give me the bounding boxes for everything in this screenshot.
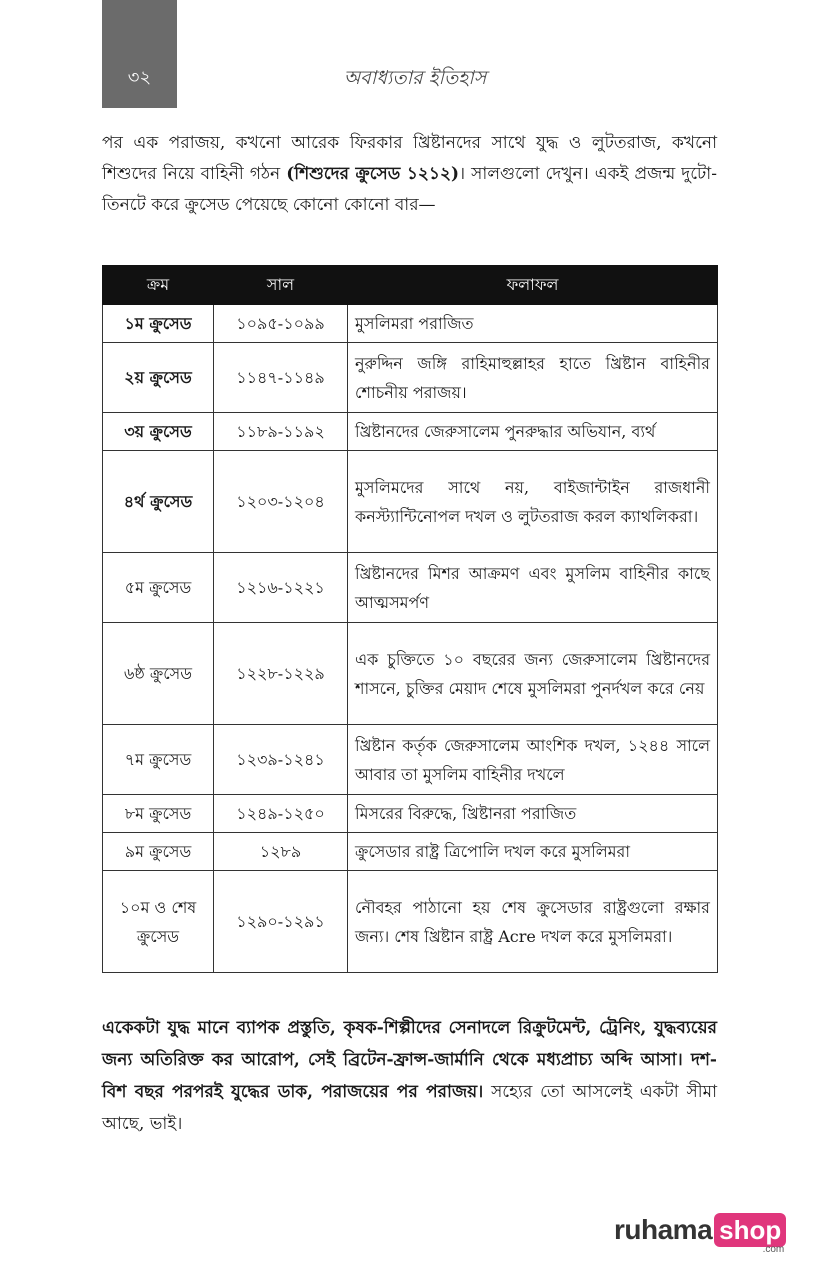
- table-row: [103, 305, 718, 343]
- table-row: [103, 833, 718, 871]
- crusade-years: ১১৪৭-১১৪৯: [214, 343, 348, 413]
- crusade-years: ১২১৬-১২২১: [214, 553, 348, 623]
- page-number: ৩২: [127, 67, 152, 88]
- table-row: [103, 623, 718, 725]
- header-result: ফলাফল: [348, 266, 718, 305]
- closing-paragraph: [102, 1012, 717, 1140]
- crusade-name: ১০ম ও শেষ ক্রুসেড: [103, 871, 214, 973]
- crusades-table: [102, 265, 718, 973]
- crusade-years: ১২৯০-১২৯১: [214, 871, 348, 973]
- crusade-name: ২য় ক্রুসেড: [103, 343, 214, 413]
- logo-shop: shop: [714, 1213, 786, 1247]
- crusade-name: ৫ম ক্রুসেড: [103, 553, 214, 623]
- closing-text-bold: একেকটা যুদ্ধ মানে ব্যাপক প্রস্তুতি, কৃষক-শিল্পীদের সেনাদলে রিক্রুটমেন্ট, ট্রেনিং, যুদ্ধব্যয়ের জন্য অতিরিক্ত কর আরোপ, সেই ব্রিটেন-ফ্রান্স-জার্মানি থেকে মধ্যপ্রাচ্য অব্দি আসা। দশ-বিশ বছর পরপরই যুদ্ধের ডাক, পরাজয়ের পর পরাজয়।: [102, 1018, 717, 1102]
- table-row: [103, 413, 718, 451]
- table-row: [103, 553, 718, 623]
- ruhamashop-logo: [614, 1210, 786, 1255]
- table-header-row: [103, 266, 718, 305]
- crusade-name: ৯ম ক্রুসেড: [103, 833, 214, 871]
- crusade-result: মুসলিমরা পরাজিত: [348, 305, 718, 343]
- crusade-result: খ্রিষ্টানদের জেরুসালেম পুনরুদ্ধার অভিযান, ব্যর্থ: [348, 413, 718, 451]
- table-row: [103, 725, 718, 795]
- page-number-tab: [102, 0, 177, 108]
- header-order: ক্রম: [103, 266, 214, 305]
- table-row: [103, 343, 718, 413]
- crusade-result: মিসরের বিরুদ্ধে, খ্রিষ্টানরা পরাজিত: [348, 795, 718, 833]
- crusade-result: নুরুদ্দিন জঙ্গি রাহিমাহুল্লাহর হাতে খ্রিষ্টান বাহিনীর শোচনীয় পরাজয়।: [348, 343, 718, 413]
- crusade-years: ১২২৮-১২২৯: [214, 623, 348, 725]
- intro-text-1: পর এক পরাজয়, কখনো আরেক ফিরকার খ্রিষ্টানদের সাথে যুদ্ধ ও লুটতরাজ, কখনো শিশুদের নিয়ে বাহিনী গঠন: [102, 133, 717, 184]
- crusade-name: ১ম ক্রুসেড: [103, 305, 214, 343]
- crusade-name: ৭ম ক্রুসেড: [103, 725, 214, 795]
- crusade-name: ৬ষ্ঠ ক্রুসেড: [103, 623, 214, 725]
- crusade-years: ১১৮৯-১১৯২: [214, 413, 348, 451]
- running-title: অবাধ্যতার ইতিহাস: [343, 67, 487, 89]
- crusade-name: ৩য় ক্রুসেড: [103, 413, 214, 451]
- crusade-years: ১২৩৯-১২৪১: [214, 725, 348, 795]
- table-row: [103, 451, 718, 553]
- crusade-name: ৮ম ক্রুসেড: [103, 795, 214, 833]
- crusade-result: মুসলিমদের সাথে নয়, বাইজান্টাইন রাজধানী কনস্ট্যান্টিনোপল দখল ও লুটতরাজ করল ক্যাথলিকরা।: [348, 451, 718, 553]
- intro-text-bold: (শিশুদের ক্রুসেড ১২১২): [286, 164, 460, 184]
- crusade-result: খ্রিষ্টানদের মিশর আক্রমণ এবং মুসলিম বাহিনীর কাছে আত্মসমর্পণ: [348, 553, 718, 623]
- crusade-result: এক চুক্তিতে ১০ বছরের জন্য জেরুসালেম খ্রিষ্টানদের শাসনে, চুক্তির মেয়াদ শেষে মুসলিমরা পুনর্দখল করে নেয়: [348, 623, 718, 725]
- crusade-years: ১২৪৯-১২৫০: [214, 795, 348, 833]
- crusade-result: ক্রুসেডার রাষ্ট্র ত্রিপোলি দখল করে মুসলিমরা: [348, 833, 718, 871]
- crusade-years: ১২০৩-১২০৪: [214, 451, 348, 553]
- crusade-years: ১২৮৯: [214, 833, 348, 871]
- logo-com: .com: [762, 1244, 785, 1255]
- table-row: [103, 871, 718, 973]
- header-year: সাল: [214, 266, 348, 305]
- closing-text: সহ্যের তো আসলেই একটা সীমা আছে, ভাই।: [102, 1082, 717, 1134]
- crusade-years: ১০৯৫-১০৯৯: [214, 305, 348, 343]
- crusade-name: ৪র্থ ক্রুসেড: [103, 451, 214, 553]
- intro-text-2: । সালগুলো দেখুন। একই প্রজন্ম দুটো-তিনটে করে ক্রুসেড পেয়েছে কোনো কোনো বার—: [102, 164, 717, 215]
- logo-ruhama: ruhama: [614, 1214, 713, 1245]
- crusade-result: নৌবহর পাঠানো হয় শেষ ক্রুসেডার রাষ্ট্রগুলো রক্ষার জন্য। শেষ খ্রিষ্টান রাষ্ট্র Acre দখল করে মুসলিমরা।: [348, 871, 718, 973]
- intro-paragraph: [102, 128, 717, 221]
- crusade-result: খ্রিষ্টান কর্তৃক জেরুসালেম আংশিক দখল, ১২৪৪ সালে আবার তা মুসলিম বাহিনীর দখলে: [348, 725, 718, 795]
- table-row: [103, 795, 718, 833]
